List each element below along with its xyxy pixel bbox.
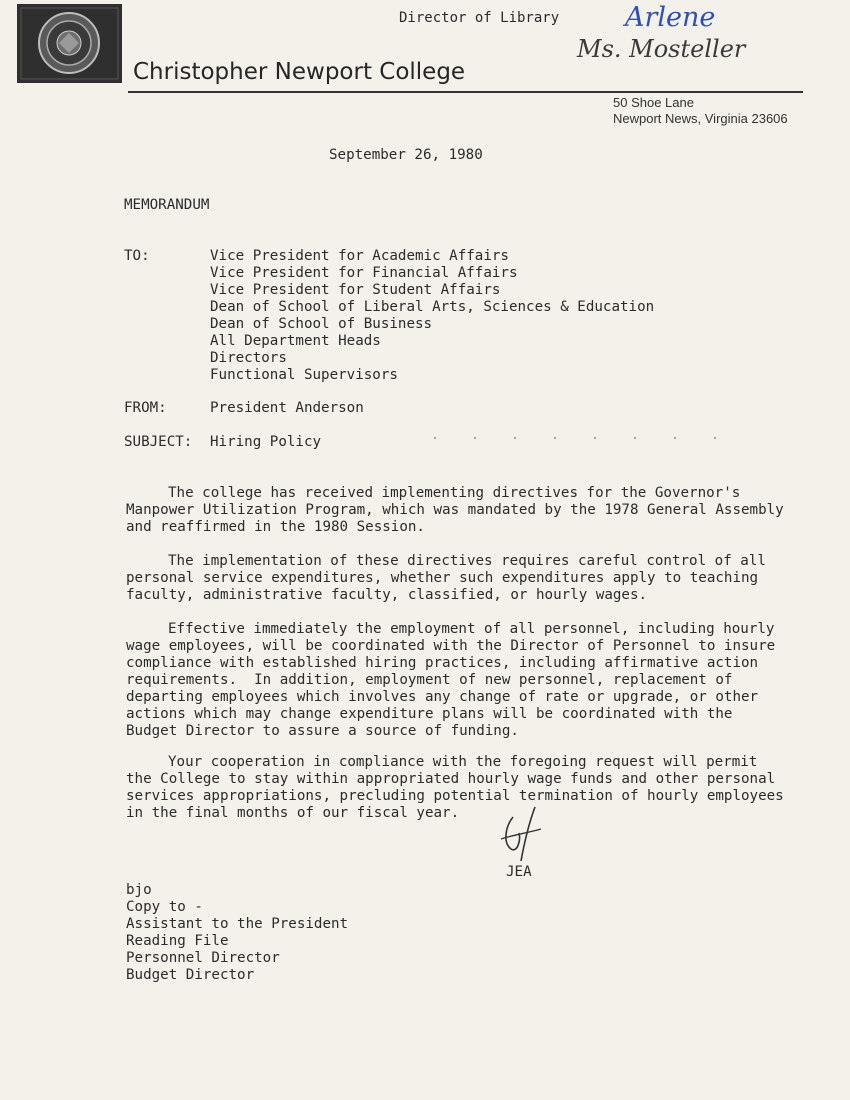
to-recipient: Vice President for Student Affairs [210,282,501,298]
paragraph-line: The implementation of these directives requires careful control of all [168,553,766,569]
handwritten-note-recipient: Ms. Mosteller [577,35,746,63]
college-name: Christopher Newport College [133,59,466,85]
to-recipient: Functional Supervisors [210,367,398,383]
memo-date: September 26, 1980 [329,147,483,163]
signer-initials: JEA [506,864,532,880]
copy-recipient: Personnel Director [126,950,280,966]
copy-to-label: Copy to - [126,899,203,915]
paragraph-line: personal service expenditures, whether such expenditures apply to teaching [126,570,759,586]
paragraph-line: Manpower Utilization Program, which was mandated by the 1978 General Assembly [126,502,784,518]
stray-dots [430,436,730,440]
body-paragraph [126,553,766,604]
handwritten-note-name: Arlene [625,2,716,33]
paragraph-line: faculty, administrative faculty, classified, or hourly wages. [126,587,648,603]
to-label: TO: [124,248,150,264]
subject-value: Hiring Policy [210,434,322,450]
paragraph-line: actions which may change expenditure plans will be coordinated with the [126,706,733,722]
paragraph-line: the College to stay within appropriated hourly wage funds and other personal [126,771,776,787]
from-label: FROM: [124,400,167,416]
college-seal-icon [17,4,122,83]
to-recipient: Vice President for Financial Affairs [210,265,518,281]
copy-recipient: Reading File [126,933,229,949]
paragraph-line: in the final months of our fiscal year. [126,805,460,821]
subject-label: SUBJECT: [124,434,193,450]
paragraph-line: services appropriations, precluding potential termination of hourly employees [126,788,784,804]
letterhead-rule [128,91,803,93]
paragraph-line: and reaffirmed in the 1980 Session. [126,519,425,535]
handwritten-signature [495,805,555,865]
to-recipient-list [210,248,654,384]
paragraph-line: Your cooperation in compliance with the foregoing request will permit [168,754,758,770]
body-paragraph [126,621,775,740]
college-address [613,95,788,127]
copy-recipient: Assistant to the President [126,916,349,932]
paragraph-line: wage employees, will be coordinated with the Director of Personnel to insure [126,638,776,654]
paragraph-line: requirements. In addition, employment of new personnel, replacement of [126,672,733,688]
to-recipient: Directors [210,350,287,366]
paragraph-line: compliance with established hiring practices, including affirmative action [126,655,759,671]
from-value: President Anderson [210,400,364,416]
body-paragraph [126,485,784,536]
to-recipient: All Department Heads [210,333,381,349]
to-recipient: Dean of School of Business [210,316,433,332]
address-line2: Newport News, Virginia 23606 [613,111,788,126]
typist-initials: bjo [126,882,152,898]
paragraph-line: Effective immediately the employment of all personnel, including hourly [168,621,775,637]
paragraph-line: Budget Director to assure a source of funding. [126,723,519,739]
header-title: Director of Library [399,10,560,26]
to-recipient: Vice President for Academic Affairs [210,248,509,264]
copy-list [126,882,348,984]
address-line1: 50 Shoe Lane [613,95,694,110]
to-recipient: Dean of School of Liberal Arts, Sciences & Education [210,299,655,315]
paragraph-line: The college has received implementing directives for the Governor's [168,485,741,501]
paragraph-line: departing employees which involves any change of rate or upgrade, or other [126,689,759,705]
handwritten-note [575,0,815,66]
body-paragraph [126,754,784,822]
memo-heading: MEMORANDUM [124,197,210,213]
copy-recipient: Budget Director [126,967,255,983]
